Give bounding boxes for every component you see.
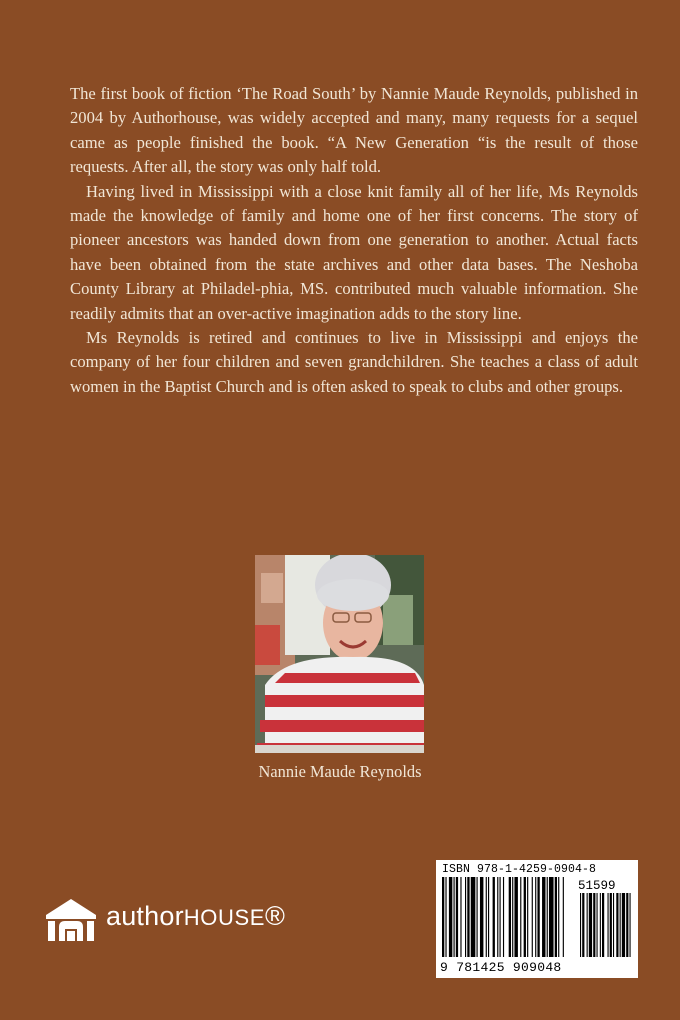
barcode-bar bbox=[549, 877, 554, 957]
barcode-bar bbox=[471, 877, 476, 957]
barcode-bar bbox=[520, 877, 521, 957]
addon-bar bbox=[620, 893, 621, 957]
barcode-bar bbox=[527, 877, 528, 957]
barcode-bar bbox=[456, 877, 458, 957]
blurb-paragraph-2: Having lived in Mississippi with a close knit family all of her life, Ms Reynolds made the knowledge of family and home one of her first concerns. The story of pioneer ancestors was handed down from one generation to another. Actual facts have been obtained from the state archives and other data bases. The Neshoba County Library at Philadel-phia, MS. contributed much valuable information. She readily admits that an over-active imagination adds to the story line. bbox=[70, 181, 638, 323]
addon-bar bbox=[608, 893, 609, 957]
registered-mark: ® bbox=[265, 901, 286, 931]
addon-bar bbox=[582, 893, 584, 957]
addon-bar bbox=[626, 893, 628, 957]
addon-bar bbox=[616, 893, 618, 957]
addon-bar bbox=[587, 893, 588, 957]
barcode-bar bbox=[542, 877, 545, 957]
barcode-bar bbox=[486, 877, 487, 957]
barcode-bar bbox=[445, 877, 446, 957]
addon-bar bbox=[600, 893, 601, 957]
publisher-name-part1: author bbox=[106, 901, 184, 931]
isbn-barcode-box bbox=[436, 860, 638, 978]
authorhouse-house-icon bbox=[42, 895, 100, 943]
barcode-bar bbox=[480, 877, 483, 957]
barcode-bar bbox=[488, 877, 489, 957]
photo-caption: Nannie Maude Reynolds bbox=[258, 762, 422, 781]
addon-bar bbox=[589, 893, 592, 957]
addon-bar bbox=[597, 893, 598, 957]
barcode-bar bbox=[555, 877, 557, 957]
barcode-bar bbox=[467, 877, 469, 957]
barcode-bar bbox=[535, 877, 536, 957]
publisher-logo bbox=[42, 895, 302, 943]
barcode-bar bbox=[547, 877, 548, 957]
addon-bar bbox=[602, 893, 604, 957]
barcode-bar bbox=[509, 877, 511, 957]
addon-bar bbox=[622, 893, 625, 957]
addon-bar bbox=[593, 893, 595, 957]
barcode-bar bbox=[514, 877, 517, 957]
blurb-paragraph-1: The first book of fiction ‘The Road South’ by Nannie Maude Reynolds, published in 2004 by Authorhouse, was widely accepted and many, many requests for a sequel came as people finished the book. “A New Generation “is the result of those requests. After all, the story was only half told. bbox=[70, 84, 638, 177]
isbn-label: ISBN 978-1-4259-0904-8 bbox=[442, 863, 597, 876]
barcode-bar bbox=[493, 877, 495, 957]
barcode-bar bbox=[460, 877, 461, 957]
barcode-bar bbox=[497, 877, 498, 957]
back-cover-blurb bbox=[70, 82, 638, 399]
publisher-name bbox=[106, 901, 285, 932]
barcode-bar bbox=[503, 877, 504, 957]
barcode-bar bbox=[500, 877, 501, 957]
barcode-bar bbox=[512, 877, 513, 957]
addon-bar bbox=[630, 893, 631, 957]
price-code: 51599 bbox=[578, 879, 616, 893]
ean-digits: 9 781425 909048 bbox=[440, 960, 562, 975]
barcode-bar bbox=[465, 877, 466, 957]
addon-bar bbox=[580, 893, 581, 957]
barcode-bar bbox=[524, 877, 526, 957]
barcode-bar bbox=[532, 877, 533, 957]
barcode-bar bbox=[537, 877, 539, 957]
addon-bar bbox=[610, 893, 612, 957]
barcode-bar bbox=[442, 877, 444, 957]
addon-bar bbox=[613, 893, 614, 957]
author-photo bbox=[255, 555, 424, 753]
barcode-bar bbox=[558, 877, 559, 957]
barcode-bar bbox=[477, 877, 478, 957]
barcode-bar bbox=[563, 877, 564, 957]
barcode-bar bbox=[454, 877, 455, 957]
blurb-paragraph-3: Ms Reynolds is retired and continues to live in Mississippi and enjoys the company of her four children and seven grandchildren. She teaches a class of adult women in the Baptist Church and is often asked to speak to clubs and other groups. bbox=[70, 328, 638, 396]
barcode-bar bbox=[449, 877, 452, 957]
publisher-name-part2: HOUSE bbox=[183, 905, 266, 930]
